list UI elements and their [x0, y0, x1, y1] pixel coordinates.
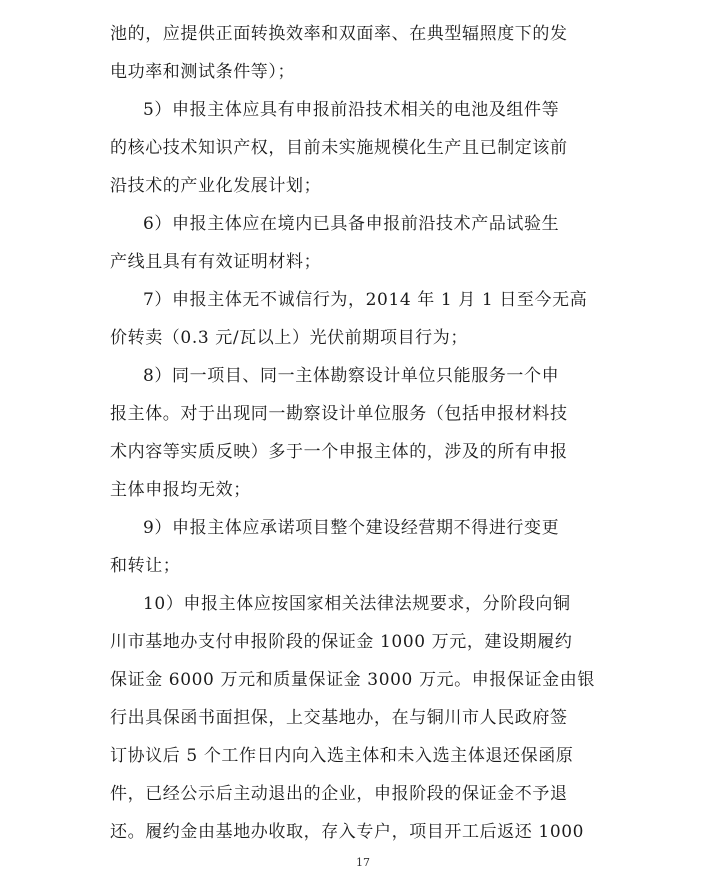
page-number: 17: [356, 856, 370, 869]
paragraph-10-start: 10）申报主体应按国家相关法律法规要求，分阶段向铜: [143, 594, 571, 614]
text-line: 电功率和测试条件等）；: [110, 62, 296, 82]
text-line: 报主体。对于出现同一勘察设计单位服务（包括申报材料技: [110, 404, 568, 424]
text-line: 还。履约金由基地办收取，存入专户，项目开工后返还 1000: [110, 822, 585, 842]
text-line: 件，已经公示后主动退出的企业，申报阶段的保证金不予退: [110, 784, 568, 804]
text-line: 的核心技术知识产权，目前未实施规模化生产且已制定该前: [110, 138, 568, 158]
text-line: 价转卖（0.3 元/瓦以上）光伏前期项目行为；: [110, 328, 468, 348]
paragraph-8-start: 8）同一项目、同一主体勘察设计单位只能服务一个申: [143, 366, 560, 386]
text-line: 沿技术的产业化发展计划；: [110, 176, 322, 196]
paragraph-9-start: 9）申报主体应承诺项目整个建设经营期不得进行变更: [143, 518, 560, 538]
text-line: 川市基地办支付申报阶段的保证金 1000 万元，建设期履约: [110, 632, 573, 652]
text-line: 产线且具有有效证明材料；: [110, 252, 322, 272]
text-line: 保证金 6000 万元和质量保证金 3000 万元。申报保证金由银: [110, 670, 595, 690]
text-line: 池的，应提供正面转换效率和双面率、在典型辐照度下的发: [110, 24, 568, 44]
text-line: 订协议后 5 个工作日内向入选主体和未入选主体退还保函原: [110, 746, 574, 766]
paragraph-6-start: 6）申报主体应在境内已具备申报前沿技术产品试验生: [143, 214, 560, 234]
text-line: 行出具保函书面担保，上交基地办，在与铜川市人民政府签: [110, 708, 568, 728]
text-line: 和转让；: [110, 556, 181, 576]
paragraph-7-start: 7）申报主体无不诚信行为，2014 年 1 月 1 日至今无高: [143, 290, 588, 310]
text-line: 术内容等实质反映）多于一个申报主体的，涉及的所有申报: [110, 442, 568, 462]
paragraph-5-start: 5）申报主体应具有申报前沿技术相关的电池及组件等: [143, 100, 560, 120]
text-line: 主体申报均无效；: [110, 480, 251, 500]
